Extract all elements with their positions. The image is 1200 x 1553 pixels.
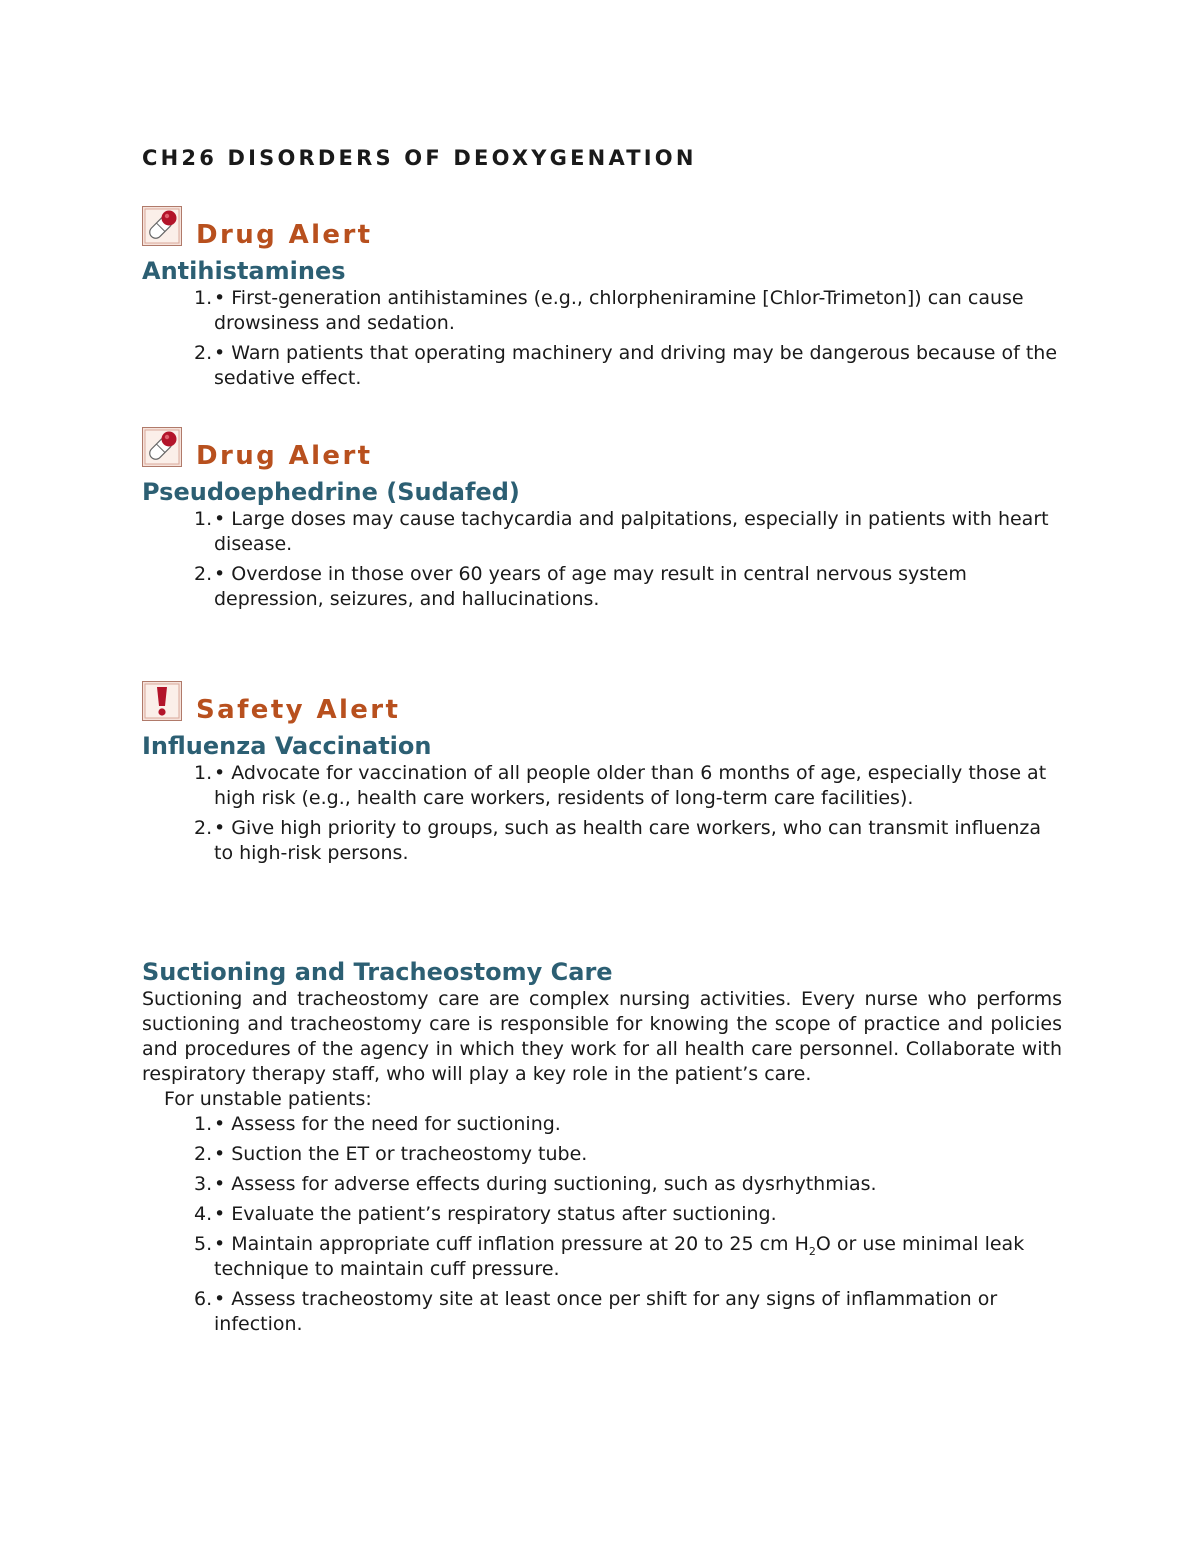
item-text: • Overdose in those over 60 years of age may result in central nervous system depression, seizures, and hallucinations.	[214, 563, 967, 610]
item-text: • Assess for the need for suctioning.	[214, 1113, 561, 1135]
item-text: • Large doses may cause tachycardia and palpitations, especially in patients with heart disease.	[214, 508, 1049, 555]
suctioning-list	[142, 1112, 1062, 1337]
item-number: 2.	[194, 817, 213, 839]
item-number: 1.	[194, 1113, 213, 1135]
alert-list	[142, 507, 1062, 612]
item-text: • Assess for adverse effects during suctioning, such as dysrhythmias.	[214, 1173, 877, 1195]
drug-alert-pseudoephedrine	[142, 427, 1062, 617]
item-number: 4.	[194, 1203, 213, 1225]
section-heading: Suctioning and Tracheostomy Care	[142, 958, 613, 986]
item-number: 1.	[194, 508, 213, 530]
alert-header	[142, 681, 1062, 731]
item-text: • Suction the ET or tracheostomy tube.	[214, 1143, 588, 1165]
item-text: • Maintain appropriate cuff inflation pressure at 20 to 25 cm H	[214, 1233, 809, 1255]
alert-list	[142, 286, 1062, 391]
list-item	[142, 1172, 1062, 1197]
list-item	[142, 761, 1062, 811]
item-text: • Advocate for vaccination of all people older than 6 months of age, especially those at high risk (e.g., health care workers, residents of long-term care facilities).	[214, 762, 1047, 809]
item-number: 6.	[194, 1288, 213, 1310]
safety-alert-influenza	[142, 681, 1062, 871]
item-text: • First-generation antihistamines (e.g., chlorpheniramine [Chlor-Trimeton]) can cause drowsiness and sedation.	[214, 287, 1024, 334]
list-item	[142, 1112, 1062, 1137]
list-item	[142, 341, 1062, 391]
alert-label: Safety Alert	[196, 695, 401, 725]
list-item	[142, 1232, 1062, 1282]
alert-label: Drug Alert	[196, 441, 373, 471]
list-intro: For unstable patients:	[164, 1088, 372, 1110]
pill-icon	[142, 427, 182, 467]
item-text: • Give high priority to groups, such as health care workers, who can transmit influenza to high-risk persons.	[214, 817, 1042, 864]
item-number: 3.	[194, 1173, 213, 1195]
alert-heading: Pseudoephedrine (Sudafed)	[142, 478, 520, 506]
item-text: O or use minimal leak technique to maintain cuff pressure.	[214, 1233, 1025, 1280]
list-item	[142, 507, 1062, 557]
list-item	[142, 562, 1062, 612]
section-paragraph: Suctioning and tracheostomy care are complex nursing activities. Every nurse who performs suctioning and tracheostomy care is responsible for knowing the scope of practice and policies and procedures of the agency in which they work for all health care personnel. Collaborate with respiratory therapy staff, who will play a key role in the patient’s care.	[142, 988, 1062, 1085]
alert-heading: Influenza Vaccination	[142, 732, 432, 760]
exclamation-icon	[142, 681, 182, 721]
suctioning-section	[142, 957, 1062, 1342]
alert-header	[142, 206, 1062, 256]
item-number: 2.	[194, 1143, 213, 1165]
subscript: 2	[808, 1244, 816, 1258]
item-text: • Evaluate the patient’s respiratory status after suctioning.	[214, 1203, 777, 1225]
item-number: 2.	[194, 563, 213, 585]
pill-icon	[142, 206, 182, 246]
list-item	[142, 1142, 1062, 1167]
item-number: 1.	[194, 762, 213, 784]
alert-list	[142, 761, 1062, 866]
item-text: • Warn patients that operating machinery and driving may be dangerous because of the sedative effect.	[214, 342, 1058, 389]
alert-heading: Antihistamines	[142, 257, 346, 285]
drug-alert-antihistamines	[142, 206, 1062, 396]
item-number: 5.	[194, 1233, 213, 1255]
document-title: CH26 DISORDERS OF DEOXYGENATION	[142, 146, 697, 170]
list-item	[142, 1287, 1062, 1337]
list-item	[142, 1202, 1062, 1227]
alert-label: Drug Alert	[196, 220, 373, 250]
alert-header	[142, 427, 1062, 477]
item-text: • Assess tracheostomy site at least once per shift for any signs of inflammation or infection.	[214, 1288, 998, 1335]
list-item	[142, 816, 1062, 866]
item-number: 2.	[194, 342, 213, 364]
item-number: 1.	[194, 287, 213, 309]
list-item	[142, 286, 1062, 336]
